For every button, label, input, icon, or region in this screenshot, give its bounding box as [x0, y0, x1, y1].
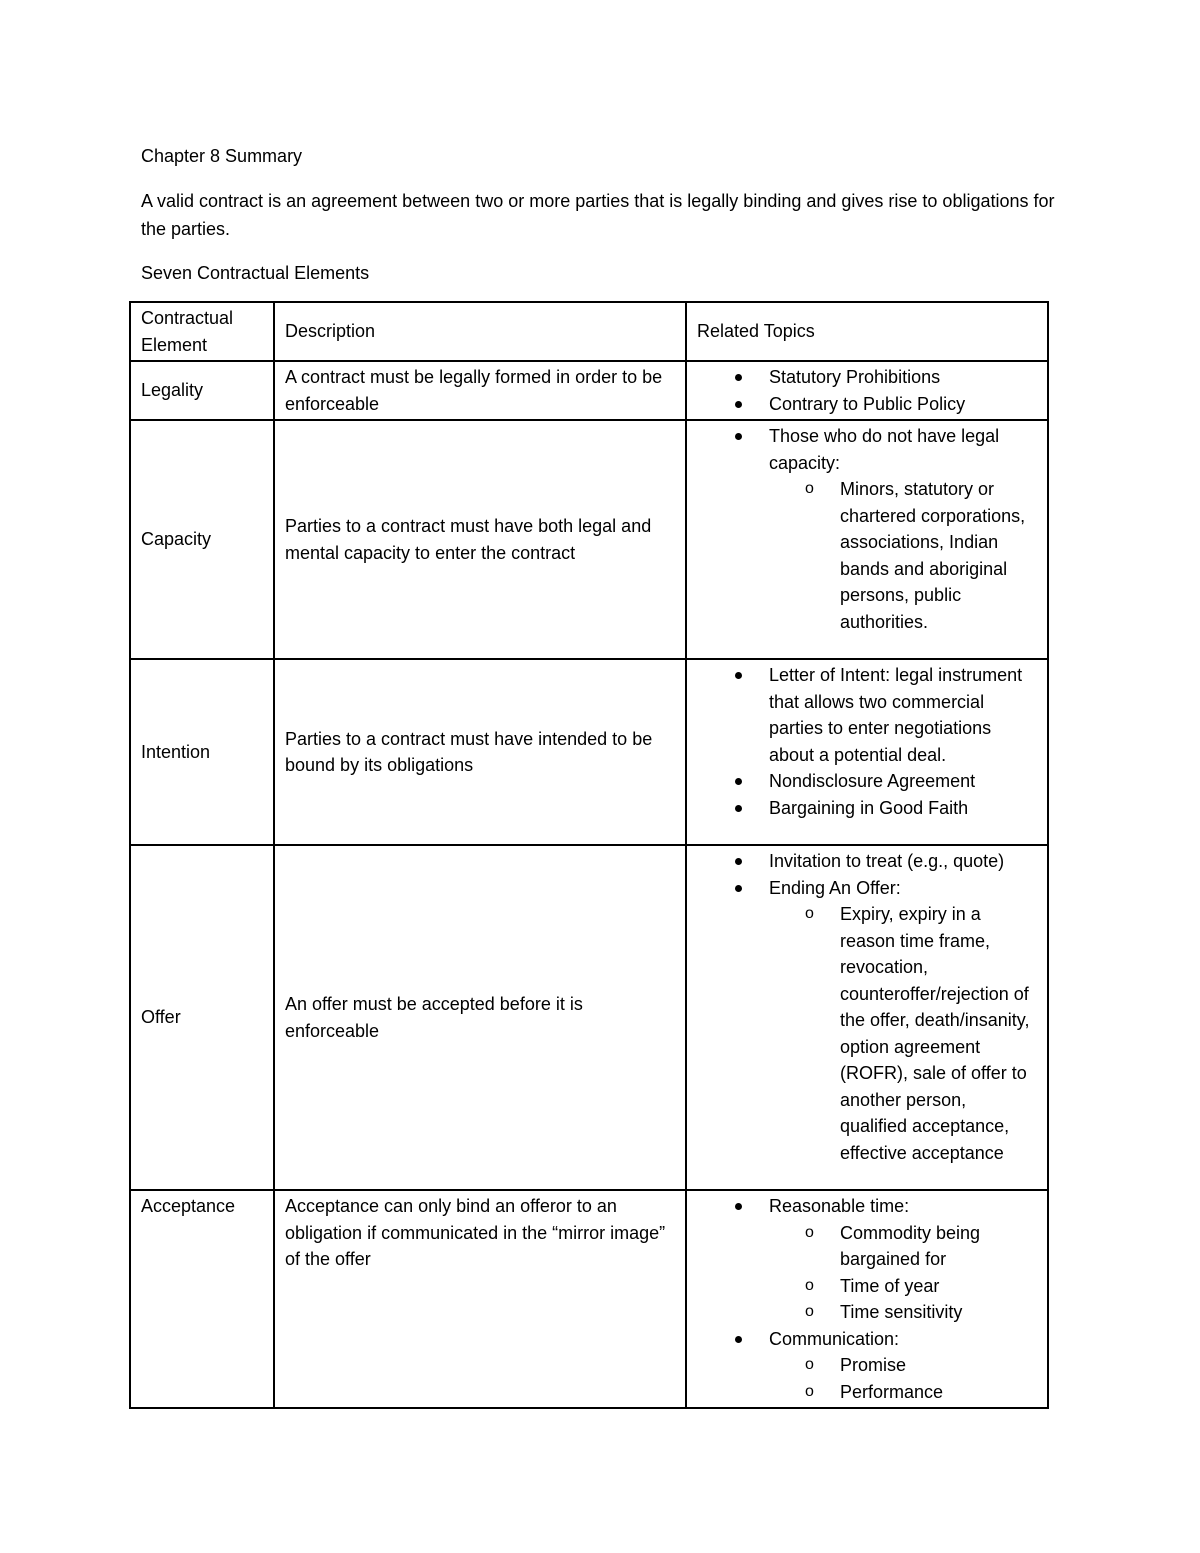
sub-topic-list — [769, 901, 1037, 1166]
sub-list-item: o Expiry, expiry in a reason time frame, revocation, counteroffer/rejection of the offer, death/insanity, option agreement (ROFR), sale of offer to another person, qualified acceptance, effective acceptance — [840, 901, 1037, 1166]
topics-cell — [686, 361, 1048, 420]
topics-cell — [686, 845, 1048, 1190]
element-cell: Legality — [130, 361, 274, 420]
element-cell: Offer — [130, 845, 274, 1190]
description-cell: Acceptance can only bind an offeror to an obligation if communicated in the “mirror image” of the offer — [274, 1190, 686, 1408]
topic-list — [697, 423, 1037, 635]
topic-list — [697, 848, 1037, 1166]
list-item: Letter of Intent: legal instrument that allows two commercial parties to enter negotiations about a potential deal. — [769, 662, 1037, 768]
table-row — [130, 659, 1048, 845]
sub-list-item: o Time sensitivity — [840, 1299, 1037, 1326]
list-item — [769, 1326, 1037, 1406]
description-cell: An offer must be accepted before it is enforceable — [274, 845, 686, 1190]
header-contractual-element: Contractual Element — [130, 302, 274, 361]
description-cell: Parties to a contract must have intended to be bound by its obligations — [274, 659, 686, 845]
sub-list-item: o Promise — [840, 1352, 1037, 1379]
page-title: Chapter 8 Summary — [141, 146, 303, 166]
table-caption: Seven Contractual Elements — [141, 263, 370, 283]
description-cell: A contract must be legally formed in order to be enforceable — [274, 361, 686, 420]
topics-cell — [686, 659, 1048, 845]
list-item: Invitation to treat (e.g., quote) — [769, 848, 1037, 875]
list-item-text: Ending An Offer: — [769, 877, 901, 898]
table-row — [130, 420, 1048, 659]
topic-list — [697, 1193, 1037, 1405]
list-item — [769, 423, 1037, 635]
list-item-text: Those who do not have legal capacity: — [769, 426, 1000, 473]
topic-list — [697, 662, 1037, 821]
sub-topic-list — [769, 1352, 1037, 1405]
list-item: Statutory Prohibitions — [769, 364, 1037, 391]
table-header-row — [130, 302, 1048, 361]
table-row — [130, 845, 1048, 1190]
topics-cell — [686, 420, 1048, 659]
element-cell: Intention — [130, 659, 274, 845]
header-related-topics: Related Topics — [686, 302, 1048, 361]
description-cell: Parties to a contract must have both legal and mental capacity to enter the contract — [274, 420, 686, 659]
topic-list — [697, 364, 1037, 417]
list-item-text: Communication: — [769, 1328, 900, 1349]
topics-cell — [686, 1190, 1048, 1408]
element-cell: Capacity — [130, 420, 274, 659]
sub-list-item: o Performance — [840, 1379, 1037, 1406]
intro-paragraph: A valid contract is an agreement between two or more parties that is legally binding and gives rise to obligations for the parties. — [141, 191, 1055, 239]
table-row — [130, 361, 1048, 420]
contractual-elements-table — [129, 301, 1049, 1409]
sub-list-item: o Time of year — [840, 1273, 1037, 1300]
list-item — [769, 1193, 1037, 1326]
element-cell: Acceptance — [130, 1190, 274, 1408]
list-item — [769, 875, 1037, 1167]
sub-list-item: o Commodity being bargained for — [840, 1220, 1037, 1273]
sub-topic-list — [769, 476, 1037, 635]
header-description: Description — [274, 302, 686, 361]
list-item: Nondisclosure Agreement — [769, 768, 1037, 795]
list-item-text: Reasonable time: — [769, 1196, 910, 1216]
table-row — [130, 1190, 1048, 1408]
sub-list-item: o Minors, statutory or chartered corporations, associations, Indian bands and aboriginal persons, public authorities. — [840, 476, 1037, 635]
sub-topic-list — [769, 1220, 1037, 1326]
list-item: Bargaining in Good Faith — [769, 795, 1037, 822]
list-item: Contrary to Public Policy — [769, 391, 1037, 418]
